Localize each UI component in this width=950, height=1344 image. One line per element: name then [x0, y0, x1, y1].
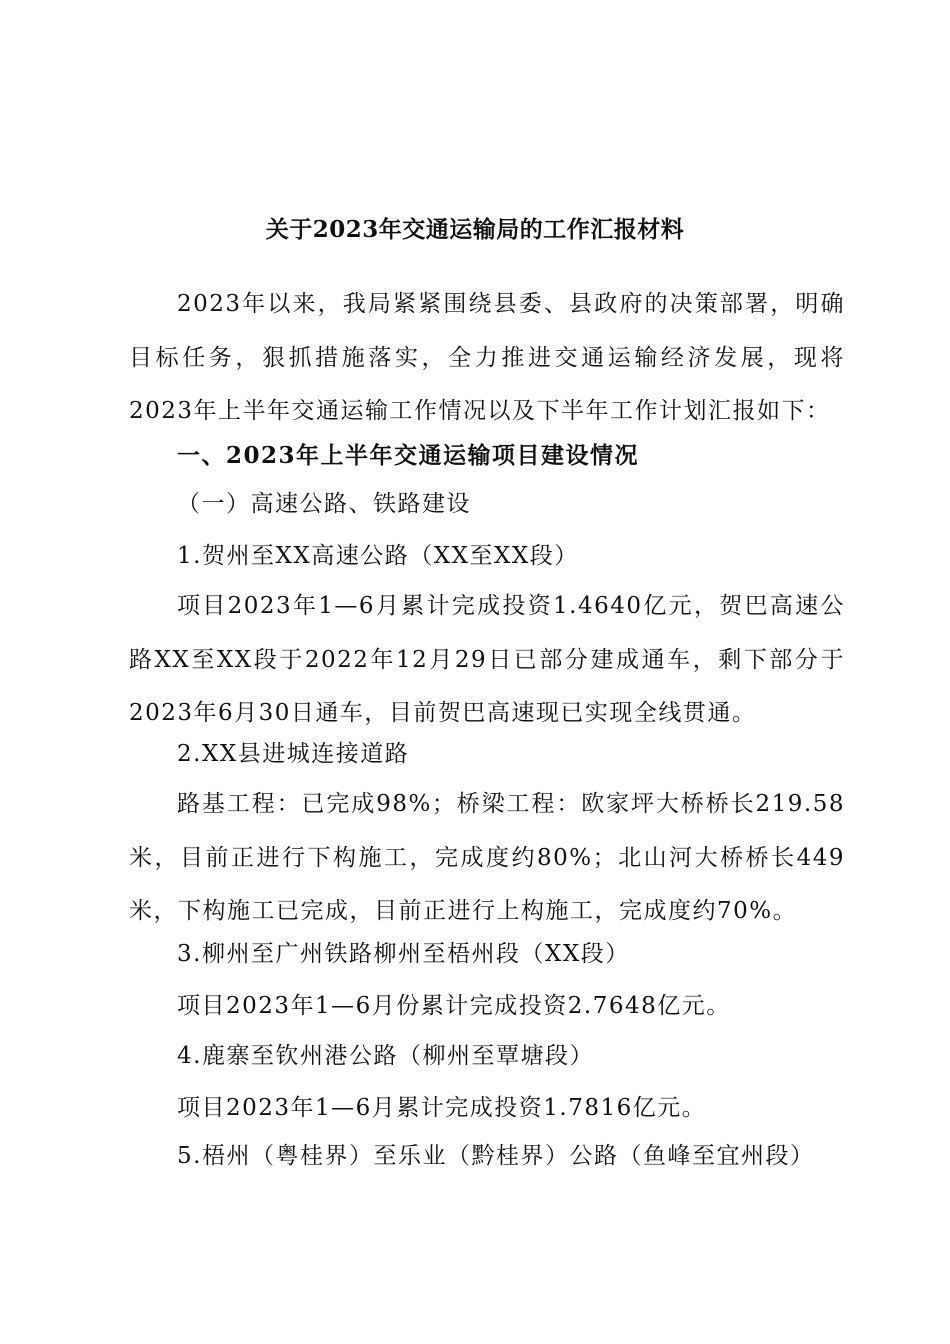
item-1-heading: 1.贺州至XX高速公路（XX至XX段）: [177, 543, 579, 569]
section-heading: 一、2023年上半年交通运输项目建设情况: [177, 442, 640, 469]
item-4-heading: 4.鹿寨至钦州港公路（柳州至覃塘段）: [177, 1043, 594, 1069]
item-2-body: 路基工程：已完成98%；桥梁工程：欧家坪大桥桥长219.58米，目前正进行下构施工，完成度约80%；北山河大桥桥长449米，下构施工已完成，目前正进行上构施工，完成度约70%。: [129, 791, 845, 924]
item-1-body: 项目2023年1—6月累计完成投资1.4640亿元，贺巴高速公路XX至XX段于2022年12月29日已部分建成通车，剩下部分于2023年6月30日通车，目前贺巴高速现已实现全线贯通。: [129, 593, 845, 726]
item-4-body: 项目2023年1—6月累计完成投资1.7816亿元。: [177, 1095, 707, 1121]
intro-paragraph: 2023年以来，我局紧紧围绕县委、县政府的决策部署，明确目标任务，狠抓措施落实，全力推进交通运输经济发展，现将2023年上半年交通运输工作情况以及下半年工作计划汇报如下：: [129, 291, 845, 424]
item-3-body: 项目2023年1—6月份累计完成投资2.7648亿元。: [177, 993, 731, 1019]
subsection-heading: （一）高速公路、铁路建设: [177, 491, 471, 517]
document-title: 关于2023年交通运输局的工作汇报材料: [265, 216, 685, 243]
item-5-heading: 5.梧州（粤桂界）至乐业（黔桂界）公路（鱼峰至宜州段）: [177, 1143, 815, 1169]
item-2-heading: 2.XX县进城连接道路: [177, 741, 410, 767]
item-3-heading: 3.柳州至广州铁路柳州至梧州段（XX段）: [177, 941, 630, 967]
